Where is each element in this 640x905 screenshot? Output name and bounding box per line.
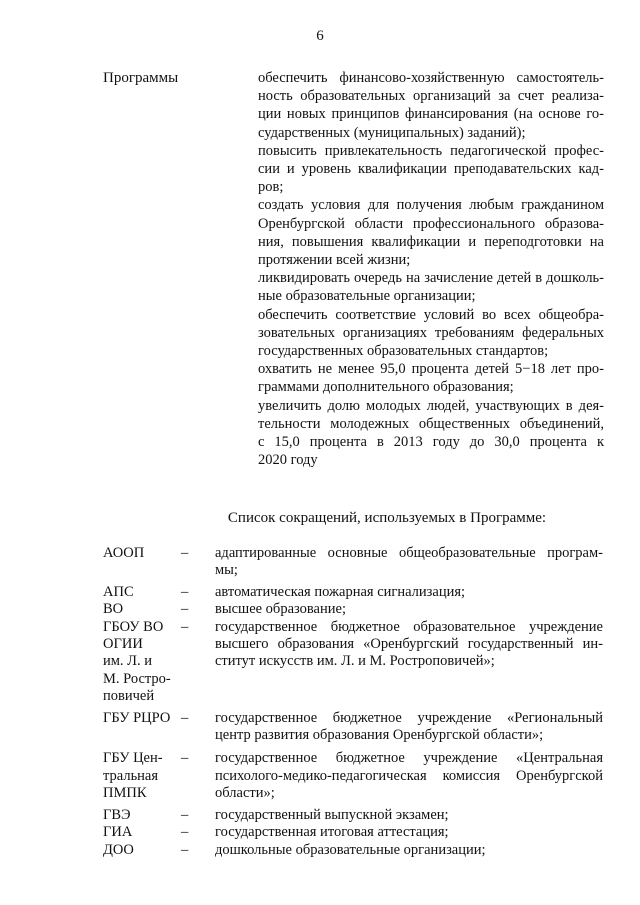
term-line: повичей [103, 688, 155, 705]
definition-line: государственное бюджетное образовательное учреждение [215, 618, 603, 635]
definition-line: высшего образования «Оренбургский государственный ин- [215, 636, 603, 653]
goal-line: зовательных организациях требованиям федеральных [258, 324, 604, 341]
abbreviation-definition [215, 584, 603, 601]
definition-line: государственная итоговая аттестация; [215, 824, 449, 841]
abbreviation-row [103, 601, 603, 618]
dash-separator: – [181, 583, 189, 600]
goal-line: сударственных (муниципальных) заданий); [258, 124, 526, 141]
abbreviation-term: ГБУ РЦРО [103, 709, 171, 726]
abbreviation-definition [215, 545, 603, 580]
abbreviation-term [103, 750, 179, 802]
program-label: Программы [103, 70, 179, 86]
definition-line: государственное бюджетное учреждение «Центральная [215, 750, 603, 767]
abbreviation-row [103, 807, 603, 824]
abbreviation-definition [215, 824, 603, 841]
dash-separator: – [181, 545, 189, 561]
goal-line: граммами дополнительного образования; [258, 379, 514, 396]
abbreviation-definition [215, 619, 603, 706]
definition-line: адаптированные основные общеобразовательные програм- [215, 545, 603, 561]
goal-line: ния, повышения квалификации и переподготовки на [258, 233, 604, 250]
goal-line: ные образовательные организации; [258, 288, 476, 305]
definition-line: государственный выпускной экзамен; [215, 806, 449, 823]
dash-separator: – [181, 841, 189, 858]
abbreviations-title: Список сокращений, используемых в Программе: [227, 510, 547, 526]
definition-line: психолого-медико-педагогическая комиссия Оренбургской [215, 767, 603, 784]
term-line: ГБОУ ВО [103, 618, 164, 635]
abbreviation-term: АООП [103, 545, 145, 561]
goal-line: Оренбургской области профессионального образова- [258, 215, 604, 232]
definition-line: мы; [215, 562, 238, 579]
abbreviation-term: ГИА [103, 824, 133, 841]
goal-line: ность образовательных организаций за счет реализа- [258, 88, 604, 105]
abbreviation-definition [215, 601, 603, 618]
goal-line: сии и уровень квалификации преподавательских кад- [258, 161, 604, 178]
goal-line: обеспечить финансово-хозяйственную самостоятель- [258, 70, 604, 86]
abbreviation-row [103, 545, 603, 580]
abbreviation-definition [215, 710, 603, 745]
definition-line: дошкольные образовательные организации; [215, 841, 486, 858]
goal-line: повысить привлекательность педагогической профес- [258, 142, 604, 159]
term-line: ОГИИ [103, 636, 143, 653]
goal-line: протяжении всей жизни; [258, 252, 411, 269]
abbreviation-row [103, 584, 603, 601]
goal-line: 2020 году [258, 452, 318, 469]
abbreviation-row [103, 619, 603, 706]
goal-line: создать условия для получения любым гражданином [258, 197, 604, 214]
goal-line: государственных образовательных стандартов; [258, 343, 549, 360]
dash-separator: – [181, 709, 189, 726]
definition-line: центр развития образования Оренбургской области»; [215, 727, 544, 744]
definition-line: автоматическая пожарная сигнализация; [215, 583, 466, 600]
goal-line: ции новых принципов финансирования (на основе го- [258, 106, 604, 123]
abbreviation-row [103, 824, 603, 841]
abbreviation-row [103, 842, 603, 859]
abbreviations-list [103, 545, 603, 859]
definition-line: области»; [215, 785, 275, 802]
abbreviation-row [103, 710, 603, 745]
definition-line: ститут искусств им. Л. и М. Ростроповичей»; [215, 653, 495, 670]
abbreviation-definition [215, 807, 603, 824]
dash-separator: – [181, 750, 189, 767]
term-line: М. Ростро- [103, 670, 171, 687]
program-goals-text [258, 69, 604, 469]
dash-separator: – [181, 824, 189, 841]
abbreviation-definition [215, 842, 603, 859]
page-number: 6 [316, 28, 324, 44]
abbreviation-term: ДОО [103, 841, 134, 858]
definition-line: высшее образование; [215, 601, 346, 618]
goal-line: ликвидировать очередь на зачисление детей в дошколь- [258, 270, 604, 287]
goal-line: увеличить долю молодых людей, участвующих в дея- [258, 397, 604, 414]
dash-separator: – [181, 618, 189, 635]
abbreviation-definition [215, 750, 603, 802]
goal-line: ров; [258, 179, 284, 196]
goal-line: обеспечить соответствие условий во всех общеобра- [258, 306, 604, 323]
abbreviation-term [103, 619, 179, 706]
term-line: им. Л. и [103, 653, 153, 670]
term-line: ГБУ Цен- [103, 750, 163, 767]
dash-separator: – [181, 806, 189, 823]
term-line: ПМПК [103, 785, 147, 802]
abbreviation-row [103, 750, 603, 802]
dash-separator: – [181, 601, 189, 618]
goal-line: охватить не менее 95,0 процента детей 5−18 лет про- [258, 361, 604, 378]
goal-line: с 15,0 процента в 2013 году до 30,0 процента к [258, 434, 604, 451]
abbreviation-term: ВО [103, 601, 124, 618]
abbreviation-term: АПС [103, 583, 134, 600]
goal-line: тельности молодежных общественных объединений, [258, 415, 604, 432]
definition-line: государственное бюджетное учреждение «Региональный [215, 709, 603, 726]
term-line: тральная [103, 767, 159, 784]
abbreviation-term: ГВЭ [103, 806, 131, 823]
